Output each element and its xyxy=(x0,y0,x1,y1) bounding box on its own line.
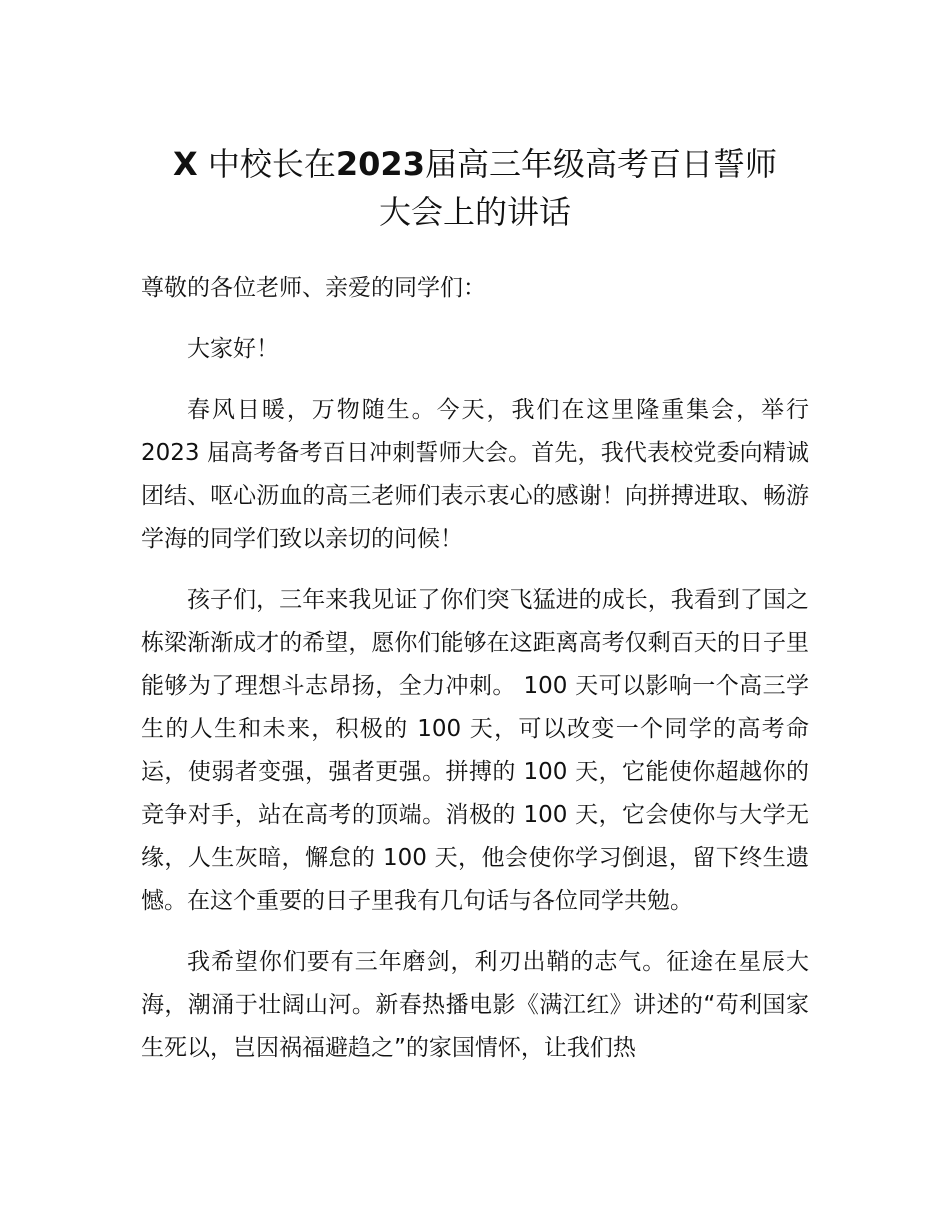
paragraph-greeting: 大家好！ xyxy=(187,336,279,362)
document-body xyxy=(141,267,809,1088)
title-prefix: X xyxy=(173,145,198,183)
paragraph-opening: 春风日暖，万物随生。今天，我们在这里隆重集会，举行 2023 届高考备考百日冲刺誓师大会。首先，我代表校党委向精诚团结、呕心沥血的高三老师们表示衷心的感谢！向拼搏进取、畅游学海的同学们致以亲切的问候！ xyxy=(141,397,809,552)
title-middle: 中校长在 xyxy=(207,145,336,183)
paragraph-hope: 我希望你们要有三年磨剑，利刃出鞘的志气。征途在星辰大海，潮涌于壮阔山河。新春热播电影《满江红》讲述的“苟利国家生死以，岂因祸福避趋之”的家国情怀，让我们热 xyxy=(141,949,809,1061)
paragraph-hundred-days: 孩子们，三年来我见证了你们突飞猛进的成长，我看到了国之栋梁渐渐成才的希望，愿你们能够在这距离高考仅剩百天的日子里能够为了理想斗志昂扬，全力冲刺。 100 天可以影响一个高三学生的人生和未来，积极的 100 天，可以改变一个同学的高考命运，使弱者变强，强者更强。拼搏的 100 天，它能使你超越你的竞争对手，站在高考的顶端。消极的 100 天，它会使你与大学无缘，人生灰暗，懈怠的 100 天，他会使你学习倒退，留下终生遗憾。在这个重要的日子里我有几句话与各位同学共勉。 xyxy=(141,587,809,914)
title-suffix: 届高三年级高考百日誓师 xyxy=(424,145,777,183)
document-title xyxy=(120,140,830,236)
salutation: 尊敬的各位老师、亲爱的同学们： xyxy=(141,275,486,301)
title-line2: 大会上的讲话 xyxy=(378,193,571,231)
title-year: 2023 xyxy=(335,145,425,183)
